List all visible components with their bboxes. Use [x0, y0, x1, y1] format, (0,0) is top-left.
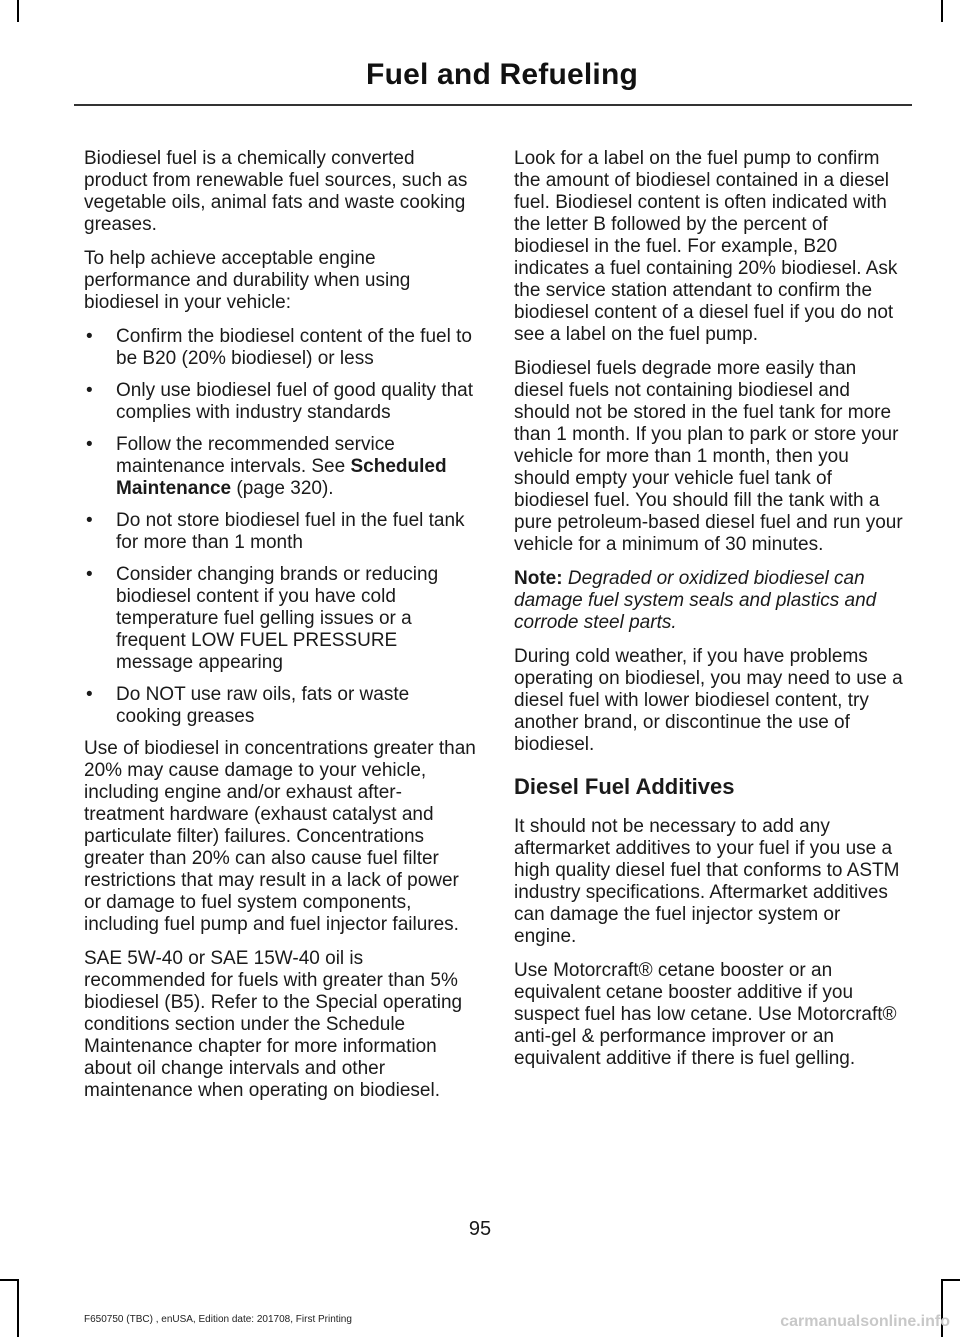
paragraph: Biodiesel fuels degrade more easily than diesel fuels not containing biodiesel and should not be stored in the fuel tank for more than 1 month. If you plan to park or store your vehicle for more than 1 month, then you should empty your vehicle fuel tank of biodiesel fuel. You should fill the tank with a pure petroleum-based diesel fuel and run your vehicle for a minimum of 30 minutes. — [514, 358, 903, 555]
note-label: Note: — [514, 568, 563, 589]
page-title: Fuel and Refueling — [366, 58, 638, 91]
note-paragraph — [514, 568, 906, 634]
list-item — [84, 380, 476, 424]
list-item-text: Follow the recommended service maintenance intervals. See — [116, 434, 395, 477]
crop-mark-bottom-left-v — [17, 1279, 19, 1337]
bullet-icon: • — [86, 564, 93, 585]
watermark: carmanualsonline.info — [780, 1313, 950, 1330]
edition-info: F650750 (TBC) , enUSA, Edition date: 201708, First Printing — [84, 1314, 352, 1325]
right-column — [514, 148, 906, 1082]
list-item-text: Confirm the biodiesel content of the fuel to be B20 (20% biodiesel) or less — [116, 326, 472, 369]
list-item-text: Consider changing brands or reducing biodiesel content if you have cold temperature fuel gelling issues or a frequent LOW FUEL PRESSURE message appearing — [116, 564, 439, 673]
bullet-icon: • — [86, 326, 93, 347]
paragraph: Use Motorcraft® cetane booster or an equivalent cetane booster additive if you suspect fuel has low cetane. Use Motorcraft® anti-gel & performance improver or an equivalent additive if there is fuel gelling. — [514, 960, 897, 1069]
cross-reference-page: (page 320). — [231, 478, 334, 499]
bullet-icon: • — [86, 510, 93, 531]
bullet-icon: • — [86, 684, 93, 705]
list-item — [84, 564, 476, 674]
bullet-icon: • — [86, 380, 93, 401]
note-text: Degraded or oxidized biodiesel can damage fuel system seals and plastics and corrode steel parts. — [514, 568, 877, 633]
cross-reference-link[interactable]: Scheduled Maintenance — [116, 456, 447, 499]
crop-mark-top-right-v — [941, 0, 943, 22]
paragraph: Look for a label on the fuel pump to confirm the amount of biodiesel contained in a diesel fuel. Biodiesel content is often indicated with the letter B followed by the percent of biodiesel in the fuel. For example, B20 indicates a fuel containing 20% biodiesel. Ask the service station attendant to confirm the biodiesel content of a diesel fuel if you do not see a label on the fuel pump. — [514, 148, 898, 345]
paragraph: Use of biodiesel in concentrations greater than 20% may cause damage to your vehicle, including engine and/or exhaust after-treatment hardware (exhaust catalyst and particulate filter) failures. Concentrations greater than 20% can also cause fuel filter restrictions that may result in a lack of power or damage to fuel system components, including fuel pump and fuel injector failures. — [84, 738, 476, 935]
list-item-text: Do not store biodiesel fuel in the fuel tank for more than 1 month — [116, 510, 465, 553]
crop-mark-bottom-left-h — [0, 1279, 18, 1281]
section-heading: Diesel Fuel Additives — [514, 774, 735, 799]
crop-mark-top-left-v — [17, 0, 19, 22]
list-item — [84, 434, 476, 500]
paragraph: SAE 5W-40 or SAE 15W-40 oil is recommended for fuels with greater than 5% biodiesel (B5). Refer to the Special operating conditions section under the Schedule Maintenance chapter for more information about oil change intervals and other maintenance when operating on biodiesel. — [84, 948, 463, 1101]
list-item — [84, 510, 476, 554]
list-item-text: Only use biodiesel fuel of good quality that complies with industry standards — [116, 380, 474, 423]
crop-mark-bottom-right-h — [942, 1279, 960, 1281]
paragraph: It should not be necessary to add any aftermarket additives to your fuel if you use a high quality diesel fuel that conforms to ASTM industry specifications. Aftermarket additives can damage the fuel injector system or engine. — [514, 816, 900, 947]
paragraph: To help achieve acceptable engine performance and durability when using biodiesel in your vehicle: — [84, 248, 411, 313]
header-divider — [74, 104, 912, 106]
paragraph: Biodiesel fuel is a chemically converted product from renewable fuel sources, such as vegetable oils, animal fats and waste cooking greases. — [84, 148, 468, 235]
list-item — [84, 684, 476, 728]
left-column — [84, 148, 476, 1114]
bullet-list — [84, 326, 476, 728]
page-number: 95 — [468, 1218, 492, 1240]
list-item-text: Do NOT use raw oils, fats or waste cooking greases — [116, 684, 410, 727]
paragraph: During cold weather, if you have problems operating on biodiesel, you may need to use a diesel fuel with lower biodiesel content, try another brand, or discontinue the use of biodiesel. — [514, 646, 903, 755]
list-item — [84, 326, 476, 370]
bullet-icon: • — [86, 434, 93, 455]
